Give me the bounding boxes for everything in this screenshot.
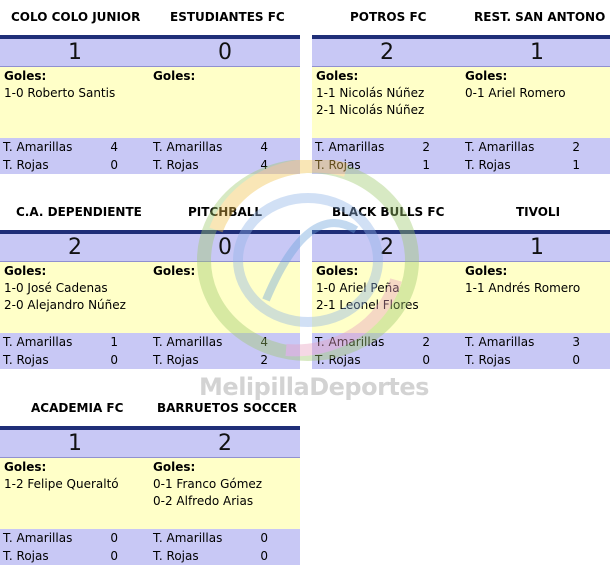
cards-section [312, 333, 610, 369]
match-card [312, 195, 610, 369]
goals-label: Goles: [465, 264, 508, 278]
home-red-row [0, 156, 150, 174]
home-team-name: COLO COLO JUNIOR [11, 10, 141, 24]
goals-section [0, 458, 300, 529]
yellow-cards-value: 2 [572, 140, 580, 154]
goal-item: 2-1 Nicolás Núñez [316, 103, 425, 117]
yellow-cards-label: T. Amarillas [3, 335, 73, 349]
away-red-row [462, 351, 610, 369]
home-score: 2 [380, 40, 394, 65]
match-header [0, 195, 300, 234]
home-score: 2 [380, 235, 394, 260]
goals-label: Goles: [316, 264, 359, 278]
away-goals [153, 458, 303, 510]
red-cards-label: T. Rojas [153, 158, 199, 172]
yellow-cards-label: T. Amarillas [153, 140, 223, 154]
red-cards-label: T. Rojas [315, 353, 361, 367]
home-red-row [312, 351, 462, 369]
goal-item: 1-2 Felipe Queraltó [4, 477, 119, 491]
goals-label: Goles: [153, 69, 196, 83]
goals-section [0, 262, 300, 333]
away-red-row [462, 156, 610, 174]
home-yellow-row [0, 333, 150, 351]
away-red-row [150, 547, 300, 565]
home-goals [4, 458, 154, 493]
away-yellow-row [150, 529, 300, 547]
home-team-name: C.A. DEPENDIENTE [16, 205, 142, 219]
yellow-cards-value: 4 [260, 140, 268, 154]
red-cards-value: 0 [572, 353, 580, 367]
goals-label: Goles: [153, 460, 196, 474]
red-cards-value: 0 [422, 353, 430, 367]
away-goals [153, 262, 303, 280]
home-yellow-row [312, 333, 462, 351]
red-cards-value: 0 [260, 549, 268, 563]
red-cards-value: 0 [110, 549, 118, 563]
red-cards-value: 1 [422, 158, 430, 172]
goal-item: 0-2 Alfredo Arias [153, 494, 254, 508]
red-cards-label: T. Rojas [3, 549, 49, 563]
away-score: 1 [530, 40, 544, 65]
home-team-name: BLACK BULLS FC [332, 205, 445, 219]
home-yellow-row [0, 529, 150, 547]
yellow-cards-label: T. Amarillas [3, 531, 73, 545]
goal-item: 1-0 Roberto Santis [4, 86, 116, 100]
yellow-cards-label: T. Amarillas [153, 335, 223, 349]
yellow-cards-value: 1 [110, 335, 118, 349]
away-goals [465, 67, 610, 102]
home-goals [316, 67, 466, 119]
goals-section [312, 67, 610, 138]
goals-label: Goles: [153, 264, 196, 278]
away-yellow-row [150, 333, 300, 351]
away-team-name: PITCHBALL [188, 205, 263, 219]
red-cards-value: 0 [110, 158, 118, 172]
yellow-cards-value: 2 [422, 335, 430, 349]
goals-section [0, 67, 300, 138]
match-card [0, 391, 300, 565]
away-goals [153, 67, 303, 85]
goal-item: 1-1 Nicolás Núñez [316, 86, 425, 100]
home-goals [4, 262, 154, 314]
red-cards-value: 1 [572, 158, 580, 172]
goal-item: 1-0 Ariel Peña [316, 281, 400, 295]
cards-section [0, 138, 300, 174]
red-cards-label: T. Rojas [3, 353, 49, 367]
match-header [312, 195, 610, 234]
match-header [312, 0, 610, 39]
away-yellow-row [462, 333, 610, 351]
yellow-cards-value: 4 [260, 335, 268, 349]
goals-label: Goles: [465, 69, 508, 83]
score-row [312, 234, 610, 262]
yellow-cards-label: T. Amarillas [465, 335, 535, 349]
home-goals [316, 262, 466, 314]
home-score: 1 [68, 431, 82, 456]
away-team-name: TIVOLI [516, 205, 561, 219]
goals-section [312, 262, 610, 333]
cards-section [312, 138, 610, 174]
goal-item: 1-1 Andrés Romero [465, 281, 581, 295]
away-yellow-row [462, 138, 610, 156]
yellow-cards-label: T. Amarillas [315, 335, 385, 349]
away-score: 0 [218, 40, 232, 65]
home-team-name: POTROS FC [350, 10, 427, 24]
score-row [312, 39, 610, 67]
score-row [0, 39, 300, 67]
goals-label: Goles: [4, 69, 47, 83]
red-cards-label: T. Rojas [465, 158, 511, 172]
cards-section [0, 333, 300, 369]
yellow-cards-label: T. Amarillas [3, 140, 73, 154]
yellow-cards-value: 2 [422, 140, 430, 154]
goal-item: 2-1 Leonel Flores [316, 298, 419, 312]
match-card [0, 195, 300, 369]
home-score: 1 [68, 40, 82, 65]
match-card [312, 0, 610, 174]
match-header [0, 391, 300, 430]
away-yellow-row [150, 138, 300, 156]
cards-section [0, 529, 300, 565]
away-score: 1 [530, 235, 544, 260]
goal-item: 2-0 Alejandro Núñez [4, 298, 126, 312]
match-header [0, 0, 300, 39]
match-card [0, 0, 300, 174]
yellow-cards-label: T. Amarillas [153, 531, 223, 545]
red-cards-label: T. Rojas [465, 353, 511, 367]
goals-label: Goles: [4, 460, 47, 474]
red-cards-label: T. Rojas [3, 158, 49, 172]
home-team-name: ACADEMIA FC [31, 401, 124, 415]
yellow-cards-label: T. Amarillas [315, 140, 385, 154]
yellow-cards-value: 0 [260, 531, 268, 545]
red-cards-value: 4 [260, 158, 268, 172]
goal-item: 0-1 Ariel Romero [465, 86, 566, 100]
watermark-text: MelipillaDeportes [199, 373, 429, 401]
red-cards-label: T. Rojas [315, 158, 361, 172]
home-goals [4, 67, 154, 102]
red-cards-label: T. Rojas [153, 353, 199, 367]
goals-label: Goles: [4, 264, 47, 278]
goals-label: Goles: [316, 69, 359, 83]
goal-item: 1-0 José Cadenas [4, 281, 108, 295]
red-cards-label: T. Rojas [153, 549, 199, 563]
home-yellow-row [0, 138, 150, 156]
away-team-name: BARRUETOS SOCCER [157, 401, 297, 415]
yellow-cards-value: 0 [110, 531, 118, 545]
away-team-name: REST. SAN ANTONO [474, 10, 606, 24]
home-red-row [0, 351, 150, 369]
score-row [0, 430, 300, 458]
yellow-cards-value: 3 [572, 335, 580, 349]
red-cards-value: 0 [110, 353, 118, 367]
away-red-row [150, 156, 300, 174]
away-red-row [150, 351, 300, 369]
yellow-cards-value: 4 [110, 140, 118, 154]
yellow-cards-label: T. Amarillas [465, 140, 535, 154]
score-row [0, 234, 300, 262]
goal-item: 0-1 Franco Gómez [153, 477, 263, 491]
away-goals [465, 262, 610, 297]
away-score: 0 [218, 235, 232, 260]
home-red-row [312, 156, 462, 174]
home-red-row [0, 547, 150, 565]
red-cards-value: 2 [260, 353, 268, 367]
home-score: 2 [68, 235, 82, 260]
away-team-name: ESTUDIANTES FC [170, 10, 285, 24]
away-score: 2 [218, 431, 232, 456]
home-yellow-row [312, 138, 462, 156]
